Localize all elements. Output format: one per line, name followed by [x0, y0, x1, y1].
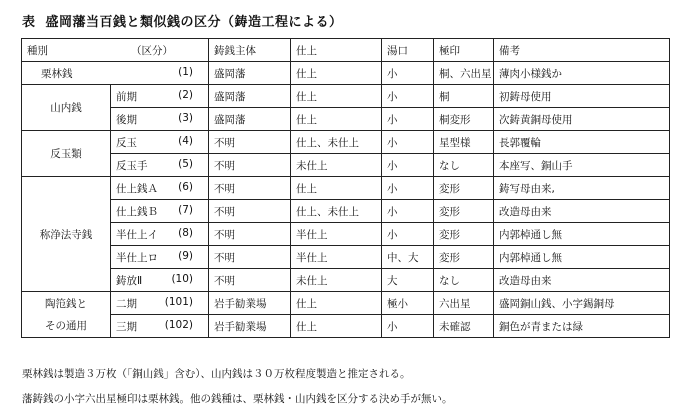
category-cell: 陶笵銭と — [22, 292, 111, 315]
division-label: 二期 — [116, 297, 137, 310]
table-row — [22, 200, 670, 223]
table-row — [22, 62, 670, 85]
header-category: 種別 — [27, 44, 48, 57]
table-row — [22, 292, 670, 315]
caster-cell: 不明 — [209, 154, 291, 177]
category-cell: 山内銭 — [22, 85, 111, 131]
header-sprue: 湯口 — [382, 39, 434, 62]
division-code: (101) — [164, 295, 193, 308]
table-row — [22, 315, 670, 338]
remarks-cell: 次鋳黄銅母使用 — [494, 108, 670, 131]
finish-cell: 仕上 — [291, 292, 382, 315]
caster-cell: 不明 — [209, 131, 291, 154]
stamp-cell: 桐変形 — [434, 108, 494, 131]
division-cell — [111, 223, 209, 246]
sprue-cell: 小 — [382, 131, 434, 154]
division-code: (7) — [178, 203, 193, 216]
caster-cell: 不明 — [209, 269, 291, 292]
sprue-cell: 小 — [382, 315, 434, 338]
division-label: 半仕上イ — [116, 228, 158, 241]
sprue-cell: 小 — [382, 85, 434, 108]
division-code: (4) — [178, 134, 193, 147]
division-label: 仕上銭Ｂ — [116, 205, 158, 218]
sprue-cell: 小 — [382, 223, 434, 246]
finish-cell: 未仕上 — [291, 154, 382, 177]
stamp-cell: 星型様 — [434, 131, 494, 154]
caster-cell: 盛岡藩 — [209, 62, 291, 85]
sprue-cell: 中、大 — [382, 246, 434, 269]
finish-cell: 仕上 — [291, 85, 382, 108]
table-title — [22, 11, 343, 30]
caster-cell: 不明 — [209, 200, 291, 223]
caster-cell: 岩手勧業場 — [209, 315, 291, 338]
division-code: (2) — [178, 88, 193, 101]
stamp-cell: 変形 — [434, 200, 494, 223]
stamp-cell: なし — [434, 154, 494, 177]
finish-cell: 仕上 — [291, 108, 382, 131]
header-row — [22, 39, 670, 62]
remarks-cell: 内郭棹通し無 — [494, 246, 670, 269]
footnote-production: 栗林銭は製造３万枚（「銅山銭」含む）、山内銭は３０万枚程度製造と推定される。 — [22, 368, 411, 380]
category-cell — [22, 62, 209, 85]
sprue-cell: 極小 — [382, 292, 434, 315]
finish-cell: 半仕上 — [291, 223, 382, 246]
stamp-cell: 変形 — [434, 177, 494, 200]
table-row — [22, 131, 670, 154]
stamp-cell: 桐、六出星 — [434, 62, 494, 85]
division-label: 仕上銭Ａ — [116, 182, 158, 195]
sprue-cell: 小 — [382, 200, 434, 223]
division-cell — [111, 269, 209, 292]
header-remarks: 備考 — [494, 39, 670, 62]
division-code: (5) — [178, 157, 193, 170]
division-cell — [111, 85, 209, 108]
remarks-cell: 長郭覆輪 — [494, 131, 670, 154]
table-row — [22, 269, 670, 292]
remarks-cell: 盛岡銅山銭、小字錫銅母 — [494, 292, 670, 315]
table-caption: 盛岡藩当百銭と類似銭の区分（鋳造工程による） — [45, 15, 343, 30]
stamp-cell: 桐 — [434, 85, 494, 108]
header-category-division — [22, 39, 209, 62]
table-row — [22, 154, 670, 177]
caster-cell: 不明 — [209, 177, 291, 200]
sprue-cell: 小 — [382, 62, 434, 85]
division-code: (6) — [178, 180, 193, 193]
caster-cell: 不明 — [209, 246, 291, 269]
stamp-cell: 未確認 — [434, 315, 494, 338]
division-code: (8) — [178, 226, 193, 239]
table-row — [22, 177, 670, 200]
division-label: 半仕上ロ — [116, 251, 158, 264]
stamp-cell: 六出星 — [434, 292, 494, 315]
table-row — [22, 108, 670, 131]
table-row — [22, 85, 670, 108]
remarks-cell: 本座写、銅山手 — [494, 154, 670, 177]
header-caster: 鋳銭主体 — [209, 39, 291, 62]
finish-cell: 仕上 — [291, 315, 382, 338]
caster-cell: 盛岡藩 — [209, 85, 291, 108]
division-cell — [111, 200, 209, 223]
division-label: 前期 — [116, 90, 137, 103]
remarks-cell: 鋳写母由来, — [494, 177, 670, 200]
remarks-cell: 初鋳母使用 — [494, 85, 670, 108]
header-stamp: 極印 — [434, 39, 494, 62]
division-cell — [111, 246, 209, 269]
finish-cell: 仕上、未仕上 — [291, 200, 382, 223]
division-cell — [111, 154, 209, 177]
finish-cell: 仕上、未仕上 — [291, 131, 382, 154]
finish-cell: 半仕上 — [291, 246, 382, 269]
sprue-cell: 大 — [382, 269, 434, 292]
division-cell — [111, 108, 209, 131]
caster-cell: 不明 — [209, 223, 291, 246]
table-label: 表 — [22, 15, 36, 30]
finish-cell: 仕上 — [291, 177, 382, 200]
category-cell: その通用 — [22, 315, 111, 338]
division-label: 反玉手 — [116, 159, 148, 172]
classification-table — [21, 38, 670, 338]
sprue-cell: 小 — [382, 177, 434, 200]
remarks-cell: 内郭棹通し無 — [494, 223, 670, 246]
category-cell: 反玉類 — [22, 131, 111, 177]
finish-cell: 未仕上 — [291, 269, 382, 292]
stamp-cell: 変形 — [434, 246, 494, 269]
division-code: (10) — [171, 272, 193, 285]
division-label: 鋳放Ⅱ — [116, 274, 143, 287]
finish-cell: 仕上 — [291, 62, 382, 85]
division-code: (102) — [164, 318, 193, 331]
header-finish: 仕上 — [291, 39, 382, 62]
division-code: (1) — [178, 65, 193, 78]
caster-cell: 盛岡藩 — [209, 108, 291, 131]
division-cell — [111, 292, 209, 315]
sprue-cell: 小 — [382, 108, 434, 131]
caster-cell: 岩手勧業場 — [209, 292, 291, 315]
division-label: 後期 — [116, 113, 137, 126]
header-division: （区分） — [131, 44, 173, 57]
remarks-cell: 薄肉小様銭か — [494, 62, 670, 85]
category-label: 栗林銭 — [41, 67, 73, 80]
footnote-stamp: 藩鋳銭の小字六出星極印は栗林銭。他の銭種は、栗林銭・山内銭を区分する決め手が無い。 — [22, 393, 453, 405]
division-code: (3) — [178, 111, 193, 124]
stamp-cell: なし — [434, 269, 494, 292]
division-cell — [111, 177, 209, 200]
division-cell — [111, 131, 209, 154]
division-cell — [111, 315, 209, 338]
table-row — [22, 246, 670, 269]
division-label: 反玉 — [116, 136, 137, 149]
remarks-cell: 銅色が青または緑 — [494, 315, 670, 338]
remarks-cell: 改造母由来 — [494, 200, 670, 223]
sprue-cell: 小 — [382, 154, 434, 177]
division-code: (9) — [178, 249, 193, 262]
division-label: 三期 — [116, 320, 137, 333]
category-cell: 称浄法寺銭 — [22, 177, 111, 292]
stamp-cell: 変形 — [434, 223, 494, 246]
remarks-cell: 改造母由来 — [494, 269, 670, 292]
table-row — [22, 223, 670, 246]
